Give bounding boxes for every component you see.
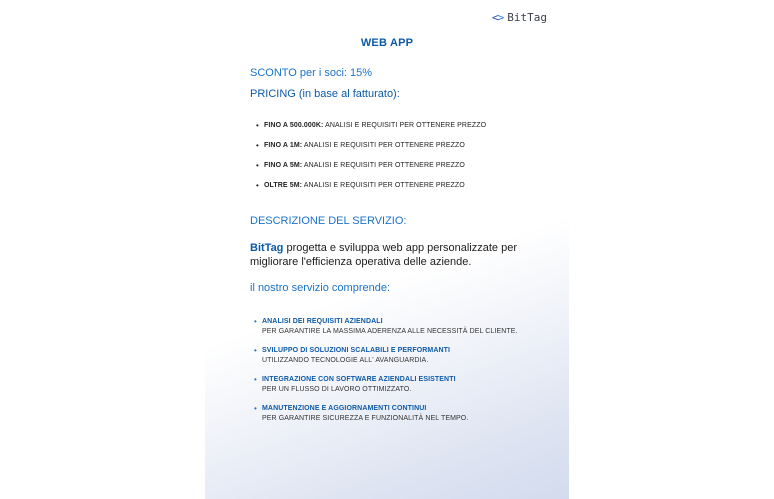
- page-title: WEB APP: [360, 37, 414, 49]
- document-page: [205, 0, 569, 499]
- includes-heading: il nostro servizio comprende:: [250, 282, 391, 294]
- pricing-item: • OLTRE 5M: ANALISI E REQUISITI PER OTTENERE PREZZO: [256, 181, 486, 201]
- discount-heading: SCONTO per i soci: 15%: [250, 67, 373, 79]
- pricing-item: • FINO A 1M: ANALISI E REQUISITI PER OTTENERE PREZZO: [256, 141, 486, 161]
- bittag-logo: [492, 11, 547, 24]
- pricing-item: • FINO A 5M: ANALISI E REQUISITI PER OTTENERE PREZZO: [256, 161, 486, 181]
- service-item: • ANALISI DEI REQUISITI AZIENDALI PER GARANTIRE LA MASSIMA ADERENZA ALLE NECESSITÀ DEL CLIENTE.: [256, 317, 556, 336]
- brand-name: BitTag: [250, 242, 284, 254]
- description-text: progetta e sviluppa web app personalizzate per migliorare l'efficienza operativa delle aziende.: [250, 242, 518, 268]
- logo-text: BitTag: [507, 11, 547, 24]
- pricing-item: • FINO A 500.000K: ANALISI E REQUISITI PER OTTENERE PREZZO: [256, 121, 486, 141]
- pricing-heading: PRICING (in base al fatturato):: [250, 88, 400, 100]
- code-brackets-icon: <>: [492, 11, 504, 24]
- services-list: [256, 317, 556, 433]
- service-item: • SVILUPPO DI SOLUZIONI SCALABILI E PERFORMANTI UTILIZZANDO TECNOLOGIE ALL' AVANGUARDIA.: [256, 346, 556, 365]
- service-item: • INTEGRAZIONE CON SOFTWARE AZIENDALI ESISTENTI PER UN FLUSSO DI LAVORO OTTIMIZZATO.: [256, 375, 556, 394]
- description-heading: DESCRIZIONE DEL SERVIZIO:: [250, 215, 407, 227]
- pricing-list: [256, 121, 486, 201]
- service-item: • MANUTENZIONE E AGGIORNAMENTI CONTINUI PER GARANTIRE SICUREZZA E FUNZIONALITÀ NEL TEMPO.: [256, 404, 556, 423]
- service-description: [250, 241, 540, 269]
